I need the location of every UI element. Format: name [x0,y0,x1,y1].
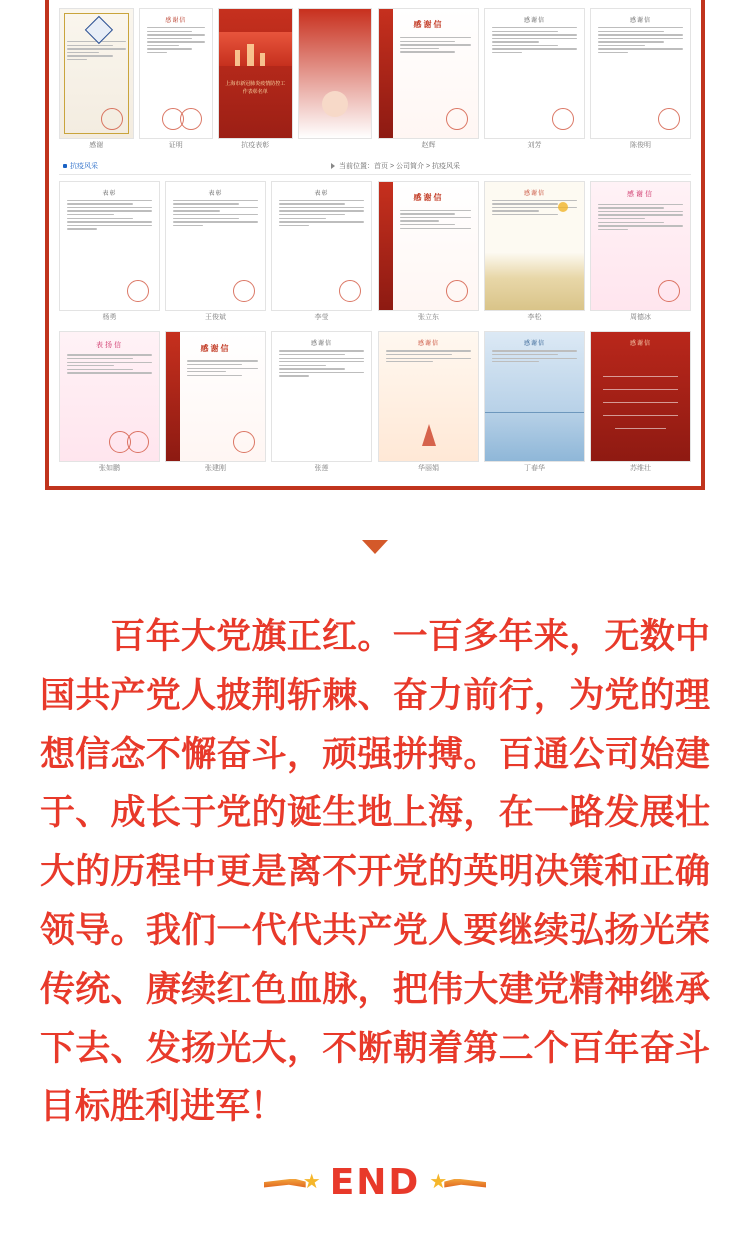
thumbnail-caption: 赵辉 [421,141,436,149]
breadcrumb-label: 当前位置：首页 > 公司简介 > 抗疫风采 [339,163,460,171]
thumbnail-image[interactable] [484,331,585,462]
thumbnail-doc-title: 上海市新冠肺炎疫情防控工作表彰名单 [225,81,286,95]
thumbnail-image[interactable] [298,8,373,139]
gallery-group [59,331,372,476]
thumbnail-image[interactable] [59,8,134,139]
gallery-row [59,8,691,153]
thumbnail-caption: 张建刚 [205,465,226,473]
thumbnail-image[interactable] [271,181,372,312]
thumbnail-doc-title: 感谢信 [523,341,545,348]
article-text: 百年大党旗正红。一百多年来，无数中国共产党人披荆斩棘、奋力前行，为党的理想信念不懈奋斗，顽强拼搏。百通公司始建于、成长于党的诞生地上海，在一路发展壮大的历程中更是离不开党的英明决策和正确领导。我们一代代共产党人要继续弘扬光荣传统、赓续红色血脉，把伟大建党精神继承下去、发扬光大，不断朝着第二个百年奋斗目标胜利进军！ [40,617,710,1128]
thumbnail-doc-title: 表扬信 [96,342,123,350]
thumbnail-image[interactable] [484,181,585,312]
thumbnail-image[interactable] [59,181,160,312]
thumbnail-image[interactable] [484,8,585,139]
thumbnail-doc-title: 感谢信 [629,341,651,348]
thumbnail-caption: 感谢 [89,141,104,149]
square-bullet-icon [63,164,67,168]
list-item[interactable] [378,181,479,326]
list-item[interactable] [59,331,160,476]
thumbnail-caption: 王俊斌 [205,314,226,322]
tab-label: 抗疫风采 [70,163,98,171]
list-item[interactable] [484,181,585,326]
thumbnail-image[interactable] [165,331,266,462]
star-icon: ★ [429,1170,448,1193]
gallery-group [378,181,691,326]
thumbnail-doc-title: 感谢信 [200,343,231,353]
list-item[interactable] [484,8,585,153]
breadcrumb [331,161,460,171]
list-item[interactable] [298,8,373,153]
list-item[interactable] [484,331,585,476]
thumbnail-caption: 张莲 [314,465,329,473]
thumbnail-doc-title: 感谢信 [413,192,444,202]
thumbnail-doc-title: 感谢信 [629,18,651,24]
thumbnail-doc-title: 感谢信 [165,18,187,24]
list-item[interactable] [590,181,691,326]
thumbnail-caption: 抗疫表彰 [241,141,270,149]
ribbon-right-icon [429,1170,486,1193]
thumbnail-caption: 苏维壮 [630,465,651,473]
thumbnail-image[interactable] [590,181,691,312]
arrow-down-icon [362,540,388,554]
gallery-group [59,181,372,326]
thumbnail-image[interactable] [59,331,160,462]
triangle-right-icon [331,163,335,169]
list-item[interactable] [378,8,479,153]
thumbnail-caption: 李莹 [314,314,329,322]
gallery-group [378,331,691,476]
thumbnail-caption: 张如鹏 [99,465,120,473]
thumbnail-doc-title: 表彰 [314,190,329,197]
thumbnail-caption: 刘芳 [527,141,542,149]
list-item[interactable] [165,331,266,476]
gallery-row [59,331,691,476]
thumbnail-caption: 周德冰 [630,314,651,322]
end-badge [0,1162,750,1203]
thumbnail-caption [298,139,373,153]
thumbnail-caption: 陈俊明 [630,141,651,149]
thumbnail-doc-title: 感谢信 [417,341,439,348]
section-divider [0,540,750,554]
thumbnail-doc-title: 感谢信 [523,190,545,197]
thumbnail-image[interactable] [590,8,691,139]
gallery-grid [59,8,691,476]
list-item[interactable] [271,331,372,476]
thumbnail-caption: 华丽娟 [418,465,439,473]
thumbnail-doc-title: 感谢信 [413,20,444,30]
list-item[interactable] [590,8,691,153]
star-icon: ★ [302,1170,321,1193]
list-item[interactable] [378,331,479,476]
thumbnail-doc-title: 感谢信 [310,341,332,348]
thumbnail-doc-title: 感谢信 [523,18,545,24]
end-label: END [329,1162,421,1203]
thumbnail-image[interactable] [378,8,479,139]
ribbon-left-icon [264,1170,321,1193]
thumbnail-doc-title: 表彰 [102,190,117,197]
thumbnail-image[interactable] [165,181,266,312]
gallery-group [378,8,691,153]
thumbnail-doc-title: 感谢信 [627,191,654,199]
thumbnail-image[interactable] [378,331,479,462]
gallery-group [59,8,372,153]
thumbnail-image[interactable] [271,331,372,462]
list-item[interactable] [59,181,160,326]
thumbnail-caption: 证明 [168,141,183,149]
thumbnail-caption: 李松 [527,314,542,322]
thumbnail-caption: 杨勇 [102,314,117,322]
gallery-frame [45,0,705,490]
list-item[interactable] [139,8,214,153]
thumbnail-caption: 张立东 [418,314,439,322]
thumbnail-image[interactable] [590,331,691,462]
list-item[interactable] [218,8,293,153]
article-body [40,608,710,1137]
thumbnail-doc-title: 表彰 [208,190,223,197]
list-item[interactable] [165,181,266,326]
gallery-row [59,181,691,326]
list-item[interactable] [59,8,134,153]
tab-kangyifengcai[interactable] [63,161,98,171]
thumbnail-caption: 丁春华 [524,465,545,473]
thumbnail-image[interactable] [139,8,214,139]
list-item[interactable] [271,181,372,326]
breadcrumb-bar [59,159,691,175]
thumbnail-image[interactable] [218,8,293,139]
thumbnail-image[interactable] [378,181,479,312]
list-item[interactable] [590,331,691,476]
